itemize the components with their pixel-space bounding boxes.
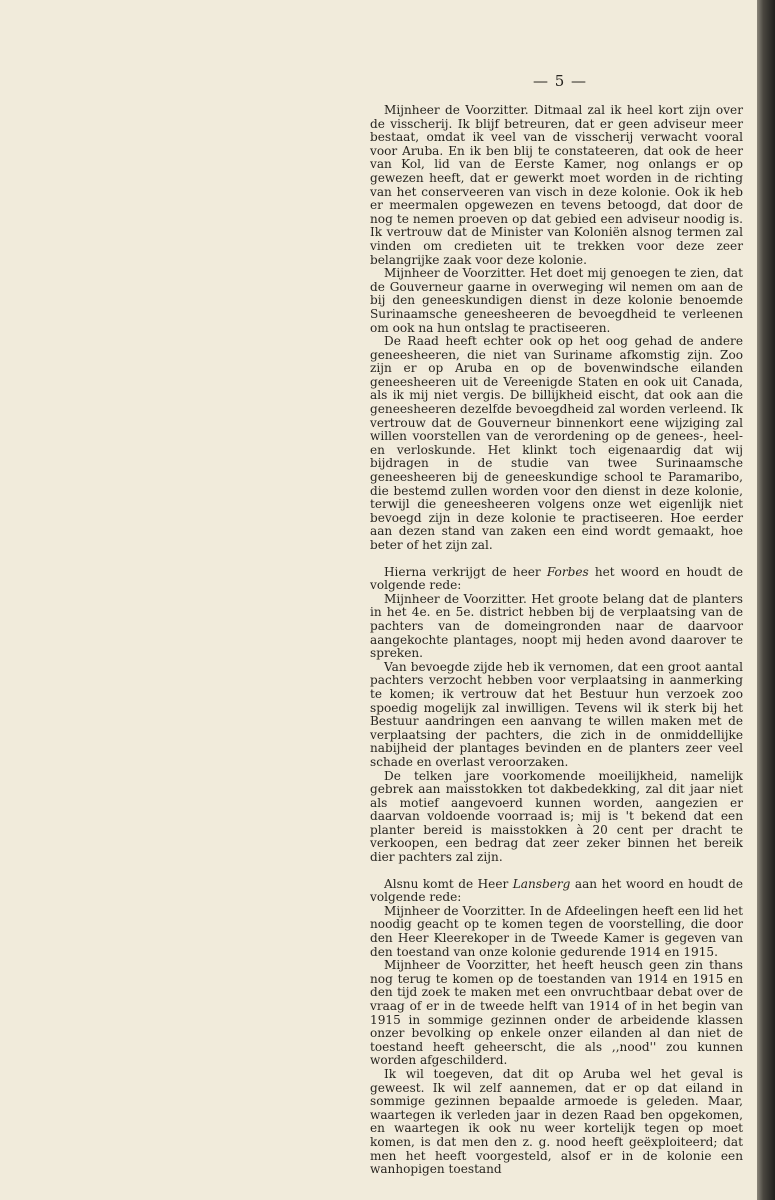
paragraph-geneesheeren: De Raad heeft echter ook op het oog gehad de andere geneesheeren, die niet van Suriname afkomstig zijn. Zoo zijn er op Aruba en op de bovenwindsche eilanden geneesheeren uit de Vereenigde Staten en ook uit Canada, als ik mij niet vergis. De billijkheid eischt, dat ook aan die geneesheeren dezelfde bevoegdheid zal worden verleend. Ik vertrouw dat de Gouverneur binnenkort eene wijziging zal willen voorstellen van de verordening op de genees-, heel- en verloskunde. Het klinkt toch eigenaardig dat wij bijdragen in de studie van twee Surinaamsche geneesheeren bij de geneeskundige school te Paramaribo, die bestemd zullen worden voor den dienst in deze kolonie, terwijl die geneesheeren volgens onze wet eigenlijk niet bevoegd zijn in deze kolonie te practiseeren. Hoe eerder aan dezen stand van zaken een eind wordt gemaakt, hoe beter of het zijn zal. (370, 334, 743, 552)
speaker-name: Lansberg (512, 876, 571, 891)
body-text (370, 104, 743, 1177)
paragraph-lansberg-intro (370, 878, 743, 905)
page-number: — 5 — (532, 72, 588, 90)
paragraph-pachters: Van bevoegde zijde heb ik vernomen, dat een groot aantal pachters verzocht hebben voor verplaatsing in aanmerking te komen; ik vertrouw dat het Bestuur hun verzoek zoo spoedig mogelijk zal inwilligen. Tevens wil ik sterk bij het Bestuur aandringen een aanvang te willen maken met de verplaatsing der pachters, die zich in de onmiddellijke nabijheid der plantages bevinden en de planters zeer veel schade en overlast veroorzaken. (370, 659, 743, 769)
paragraph-gouverneur: Mijnheer de Voorzitter. Het doet mij genoegen te zien, dat de Gouverneur gaarne in overweging wil nemen om aan de bij den geneeskundigen dienst in deze kolonie benoemde Surinaamsche geneesheeren de bevoegdheid te verleenen om ook na hun ontslag te practiseeren. (370, 266, 743, 335)
paragraph-toestanden: Mijnheer de Voorzitter, het heeft heusch geen zin thans nog terug te komen op de toestanden van 1914 en 1915 en den tijd zoek te maken met een onvruchtbaar debat over de vraag of er in de tweede helft van 1914 of in het begin van 1915 in sommige gezinnen onder de arbeidende klassen onzer bevolking op enkele onzer eilanden al dan niet de toestand heeft geheerscht, die als ,,nood'' zou kunnen worden afgeschilderd. (370, 958, 743, 1068)
intro-text: het woord en houdt de volgende rede: (370, 564, 743, 593)
speaker-name: Forbes (546, 564, 589, 579)
page-edge (757, 0, 775, 1200)
paragraph-visscherij: Mijnheer de Voorzitter. Ditmaal zal ik heel kort zijn over de visscherij. Ik blijf betreuren, dat er geen adviseur meer bestaat, omdat ik veel van de visscherij verwacht vooral voor Aruba. En ik ben blij te constateeren, dat ook de heer van Kol, lid van de Eerste Kamer, nog onlangs er op gewezen heeft, dat er gewerkt moet worden in de richting van het conserveeren van visch in deze kolonie. Ook ik heb er meermalen opgewezen en tevens betoogd, dat door de nog te nemen proeven op dat gebied een adviseur noodig is. Ik vertrouw dat de Minister van Koloniën alsnog termen zal vinden om credieten uit te trekken voor deze zeer belangrijke zaak voor deze kolonie. (370, 103, 743, 267)
intro-text: Alsnu komt de Heer (384, 876, 513, 891)
paragraph-afdeelingen: Mijnheer de Voorzitter. In de Afdeelingen heeft een lid het noodig geacht op te komen tegen de voorstelling, die door den Heer Kleerekoper in de Tweede Kamer is gegeven van den toestand van onze kolonie gedurende 1914 en 1915. (370, 903, 743, 959)
paragraph-aruba: Ik wil toegeven, dat dit op Aruba wel het geval is geweest. Ik wil zelf aannemen, dat er op dat eiland in sommige gezinnen bepaalde armoede is geleden. Maar, waartegen ik verleden jaar in dezen Raad ben opgekomen, en waartegen ik ook nu weer kortelijk tegen op moet komen, is dat men den z. g. nood heeft geëxploiteerd; dat men het heeft voorgesteld, alsof er in de kolonie een wanhopigen toestand (370, 1066, 743, 1177)
intro-text: Hierna verkrijgt de heer (384, 564, 547, 579)
paragraph-planters: Mijnheer de Voorzitter. Het groote belang dat de planters in het 4e. en 5e. district hebben bij de verplaatsing van de pachters van de domeingronden naar de daarvoor aangekochte plantages, noopt mij heden avond daarover te spreken. (370, 591, 743, 661)
paragraph-maisstokken: De telken jare voorkomende moeilijkheid, namelijk gebrek aan maisstokken tot dakbedekking, zal dit jaar niet als motief aangevoerd kunnen worden, aangezien er daarvan voldoende voorraad is; mij is 't bekend dat een planter bereid is maisstokken à 20 cent per dracht te verkoopen, een bedrag dat zeer zeker binnen het bereik dier pachters zal zijn. (370, 768, 743, 865)
paragraph-forbes-intro (370, 566, 743, 593)
intro-text: aan het woord en houdt de volgende rede: (370, 876, 743, 905)
